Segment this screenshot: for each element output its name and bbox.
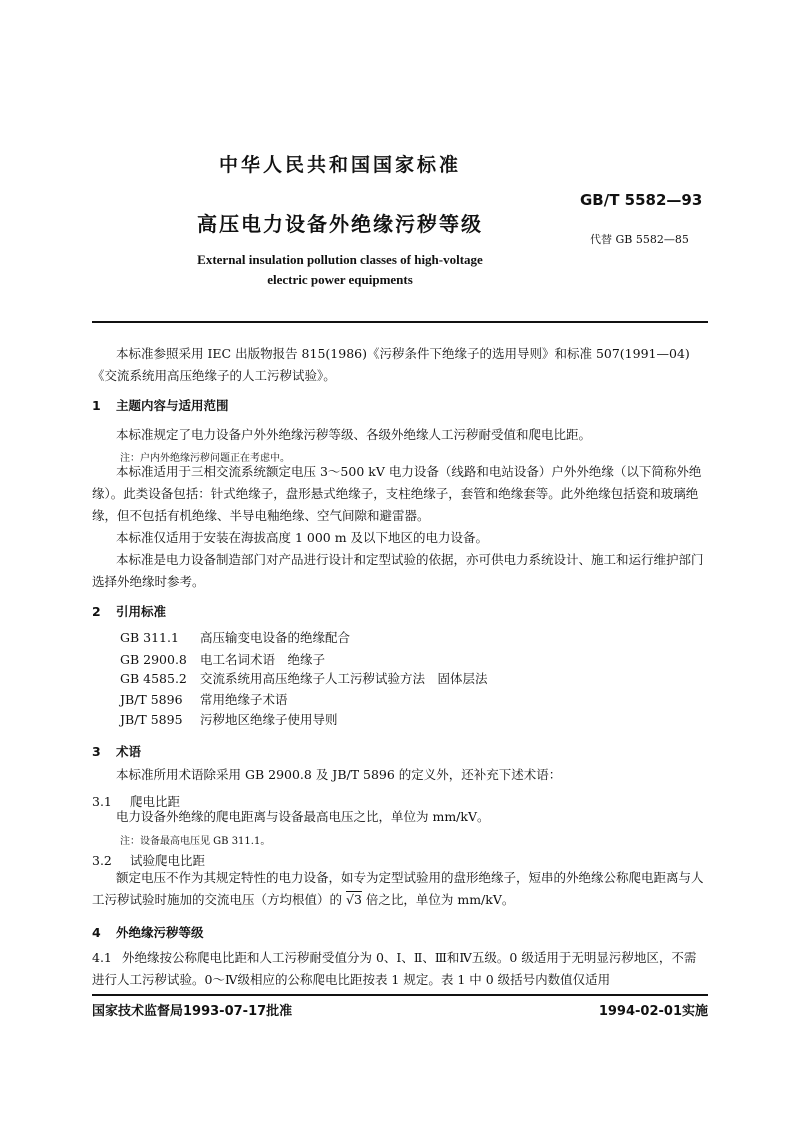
reference-code: GB 4585.2 <box>120 671 187 686</box>
section1-heading <box>92 396 229 414</box>
reference-item <box>120 669 488 687</box>
english-title-line2: electric power equipments <box>267 272 413 287</box>
section-number: 2 <box>92 604 101 619</box>
section-title: 外绝缘污秽等级 <box>116 925 204 940</box>
section4-heading <box>92 923 204 941</box>
section-number: 1 <box>92 398 101 413</box>
section-title: 主题内容与适用范围 <box>116 398 229 413</box>
sqrt3-symbol: √3 <box>345 892 362 907</box>
approval-statement: 国家技术监督局1993-07-17批准 <box>92 1004 293 1019</box>
term-title: 试验爬电比距 <box>130 853 206 868</box>
effective-date: 1994-02-01实施 <box>598 1004 708 1019</box>
reference-item <box>120 650 325 668</box>
section-title: 引用标准 <box>116 604 167 619</box>
page-title: 高压电力设备外绝缘污秽等级 <box>197 212 483 236</box>
national-standard-heading: 中华人民共和国国家标准 <box>218 154 461 176</box>
header-divider <box>92 321 708 323</box>
section1-note: 注：户内外绝缘污秽问题正在考虑中。 <box>120 453 290 464</box>
intro-paragraph: 本标准参照采用 IEC 出版物报告 815(1986)《污秽条件下绝缘子的选用导则》和标准 507(1991—04)《交流系统用高压绝缘子的人工污秽试验》。 <box>92 346 690 383</box>
reference-title: 电工名词术语 绝缘子 <box>200 652 326 667</box>
term1-definition: 电力设备外绝缘的爬电距离与设备最高电压之比，单位为 mm/kV。 <box>116 809 490 824</box>
section2-heading <box>92 602 166 620</box>
section1-paragraph2: 本标准适用于三相交流系统额定电压 3～500 kV 电力设备（线路和电站设备）户外外绝缘（以下简称外绝缘）。此类设备包括：针式绝缘子，盘形悬式绝缘子，支柱绝缘子，套管和绝缘套等。此外绝缘包括瓷和玻璃绝缘，但不包括有机绝缘、半导电釉绝缘、空气间隙和避雷器。 <box>92 464 702 523</box>
reference-code: JB/T 5896 <box>120 692 183 707</box>
reference-code: GB 311.1 <box>120 630 179 645</box>
english-title-line1: External insulation pollution classes of high-voltage <box>197 252 483 267</box>
section1-paragraph4: 本标准是电力设备制造部门对产品进行设计和定型试验的依据，亦可供电力系统设计、施工和运行维护部门选择外绝缘时参考。 <box>92 552 704 589</box>
standard-number: GB/T 5582—93 <box>580 191 703 209</box>
reference-item <box>120 628 350 646</box>
term1-note: 注：设备最高电压见 GB 311.1。 <box>120 836 271 847</box>
reference-item <box>120 710 338 728</box>
section3-paragraph: 本标准所用术语除采用 GB 2900.8 及 JB/T 5896 的定义外，还补充下述术语： <box>116 767 562 782</box>
reference-title: 交流系统用高压绝缘子人工污秽试验方法 固体层法 <box>200 671 488 686</box>
term-number: 3.2 <box>92 853 112 868</box>
section1-paragraph1: 本标准规定了电力设备户外外绝缘污秽等级、各级外绝缘人工污秽耐受值和爬电比距。 <box>116 427 592 442</box>
term-number: 3.1 <box>92 794 112 809</box>
term2-definition <box>92 867 708 911</box>
clause-text: 外绝缘按公称爬电比距和人工污秽耐受值分为 0、Ⅰ、Ⅱ、Ⅲ和Ⅳ五级。0 级适用于无明显污秽地区，不需进行人工污秽试验。0～Ⅳ级相应的公称爬电比距按表 1 规定。表 1 中 0 级括号内数值仅适用 <box>92 950 697 987</box>
term2-definition-part1: 额定电压不作为其规定特性的电力设备，如专为定型试验用的盘形绝缘子，短串的外绝缘公称爬电距离与人工污秽试验时施加的交流电压（方均根值）的 <box>92 870 704 907</box>
reference-title: 常用绝缘子术语 <box>200 692 288 707</box>
reference-item <box>120 690 288 708</box>
section-title: 术语 <box>116 744 142 759</box>
section3-heading <box>92 742 141 760</box>
clause-4-1 <box>92 947 708 991</box>
section-number: 4 <box>92 925 101 940</box>
reference-title: 高压输变电设备的绝缘配合 <box>200 630 351 645</box>
section-number: 3 <box>92 744 101 759</box>
reference-code: GB 2900.8 <box>120 652 187 667</box>
clause-number: 4.1 <box>92 950 112 965</box>
term2-definition-part2: 倍之比，单位为 mm/kV。 <box>361 892 515 907</box>
reference-code: JB/T 5895 <box>120 712 183 727</box>
replaces-note: 代替 GB 5582—85 <box>590 233 689 246</box>
footer-divider <box>92 994 708 996</box>
reference-title: 污秽地区绝缘子使用导则 <box>200 712 338 727</box>
term-title: 爬电比距 <box>130 794 181 809</box>
section1-paragraph3: 本标准仅适用于安装在海拔高度 1 000 m 及以下地区的电力设备。 <box>116 530 489 545</box>
